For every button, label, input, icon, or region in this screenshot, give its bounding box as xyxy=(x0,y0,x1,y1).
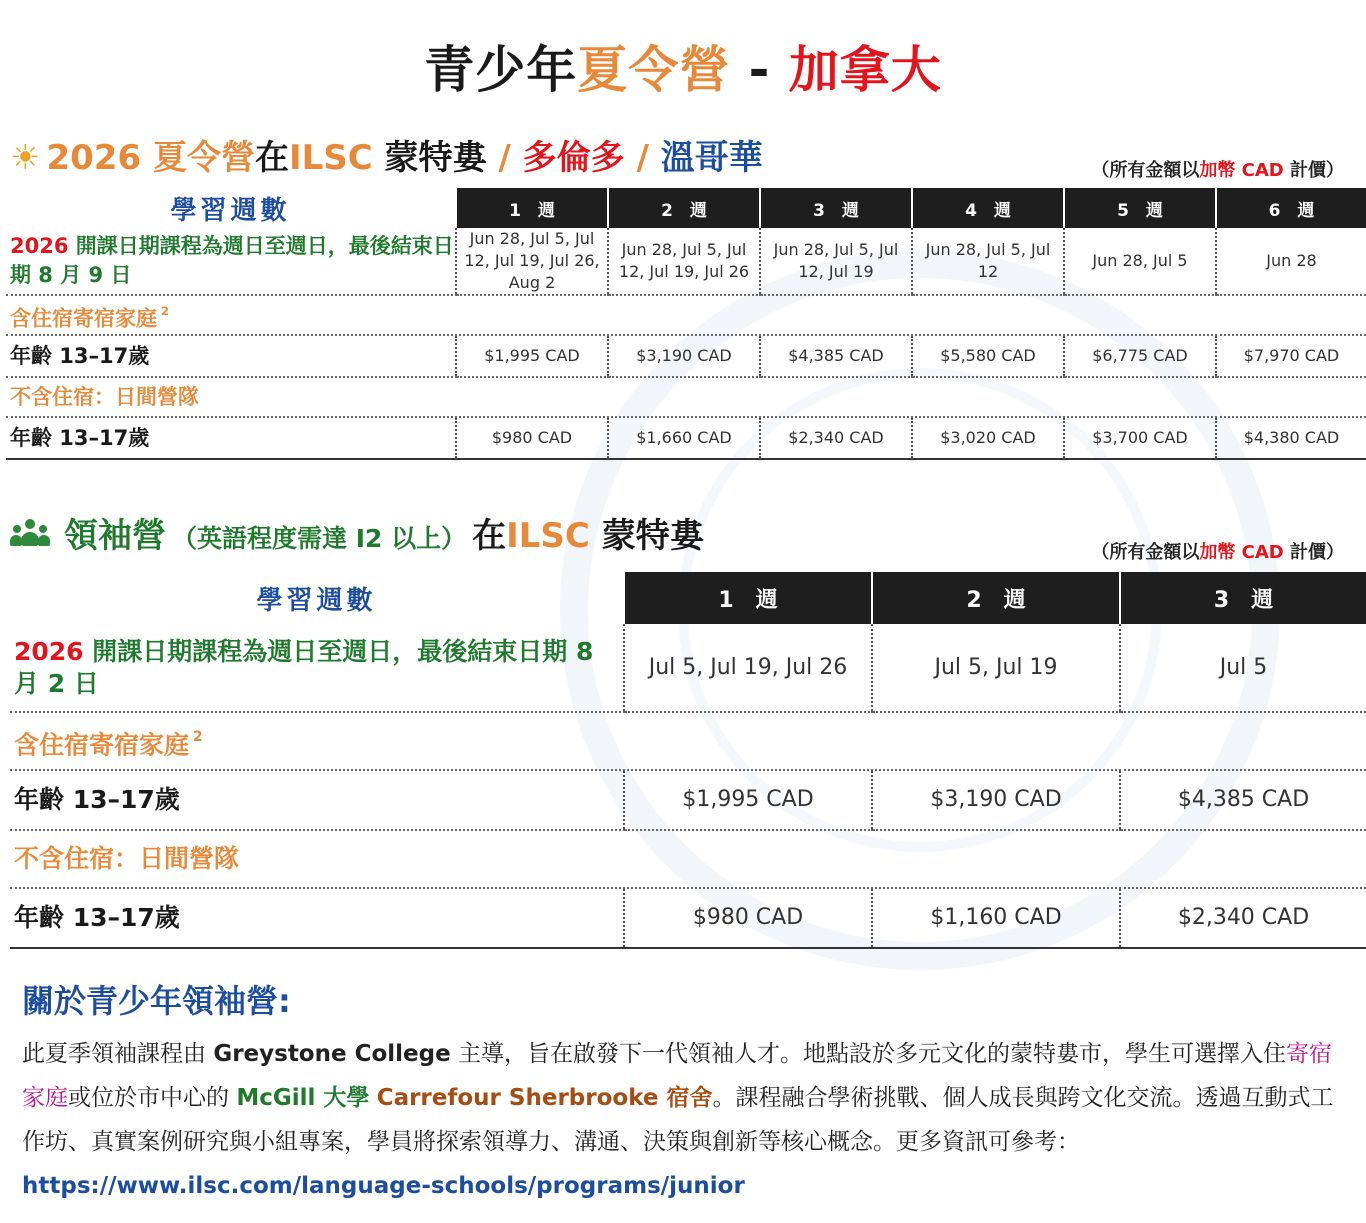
start-dates-cell: Jun 28 xyxy=(1216,228,1366,295)
price-cell: $980 CAD xyxy=(456,417,608,459)
weeks-label: 學習週數 xyxy=(170,195,291,226)
start-dates-cell: Jun 28, Jul 5, Jul 12, Jul 19, Jul 26, Aug 2 xyxy=(456,228,608,295)
price-cell: $3,020 CAD xyxy=(912,417,1064,459)
table-row xyxy=(6,377,1366,417)
week-header: 4 週 xyxy=(912,188,1064,228)
about-section xyxy=(22,978,1352,1208)
table-row xyxy=(10,830,1366,888)
summer-camp-table xyxy=(6,188,1366,460)
start-dates-label: 2026 開課日期課程為週日至週日，最後結束日期 8 月 2 日 xyxy=(10,624,624,712)
week-header: 2 週 xyxy=(872,572,1120,624)
week-header: 1 週 xyxy=(456,188,608,228)
age-label: 年齡 13–17歲 xyxy=(6,335,456,377)
page-title: 青少年夏令營 - 加拿大 xyxy=(424,41,942,99)
price-cell: $4,380 CAD xyxy=(1216,417,1366,459)
price-cell: $4,385 CAD xyxy=(1120,770,1366,830)
weeks-label: 學習週數 xyxy=(256,585,377,616)
day-camp-label: 不含住宿：日間營隊 xyxy=(10,830,1366,888)
table-row xyxy=(6,228,1366,295)
price-cell: $3,190 CAD xyxy=(872,770,1120,830)
price-cell: $980 CAD xyxy=(624,888,872,948)
group-icon xyxy=(10,519,50,549)
price-cell: $2,340 CAD xyxy=(760,417,912,459)
price-cell: $3,700 CAD xyxy=(1064,417,1216,459)
start-dates-cell: Jun 28, Jul 5, Jul 12, Jul 19, Jul 26 xyxy=(608,228,760,295)
table-row xyxy=(6,335,1366,377)
start-dates-cell: Jul 5, Jul 19 xyxy=(872,624,1120,712)
age-label: 年齡 13–17歲 xyxy=(6,417,456,459)
start-dates-label: 2026 開課日期課程為週日至週日，最後結束日期 8 月 9 日 xyxy=(6,228,456,295)
price-cell: $1,995 CAD xyxy=(624,770,872,830)
currency-note: （所有金額以加幣 CAD 計價） xyxy=(1091,542,1344,563)
about-title: 關於青少年領袖營: xyxy=(22,982,291,1020)
week-header: 1 週 xyxy=(624,572,872,624)
week-header: 3 週 xyxy=(760,188,912,228)
table-row xyxy=(6,417,1366,459)
price-cell: $1,660 CAD xyxy=(608,417,760,459)
program-link[interactable]: https://www.ilsc.com/language-schools/programs/junior xyxy=(22,1173,745,1199)
week-header: 5 週 xyxy=(1064,188,1216,228)
summer-camp-heading: ☀ 2026 夏令營在ILSC 蒙特婁 / 多倫多 / 溫哥華 xyxy=(10,138,763,178)
table-row xyxy=(10,888,1366,948)
leadership-camp-heading: 領袖營 （英語程度需達 I2 以上） 在ILSC 蒙特婁 xyxy=(10,512,704,563)
price-cell: $3,190 CAD xyxy=(608,335,760,377)
table-row xyxy=(10,712,1366,770)
price-cell: $4,385 CAD xyxy=(760,335,912,377)
day-camp-label: 不含住宿：日間營隊 xyxy=(6,377,1366,417)
sun-icon: ☀ xyxy=(10,138,41,178)
price-cell: $6,775 CAD xyxy=(1064,335,1216,377)
table-row xyxy=(6,295,1366,335)
start-dates-cell: Jun 28, Jul 5, Jul 12 xyxy=(912,228,1064,295)
price-cell: $1,995 CAD xyxy=(456,335,608,377)
start-dates-cell: Jun 28, Jul 5 xyxy=(1064,228,1216,295)
start-dates-cell: Jul 5 xyxy=(1120,624,1366,712)
start-dates-cell: Jun 28, Jul 5, Jul 12, Jul 19 xyxy=(760,228,912,295)
price-cell: $7,970 CAD xyxy=(1216,335,1366,377)
price-cell: $5,580 CAD xyxy=(912,335,1064,377)
week-header: 2 週 xyxy=(608,188,760,228)
price-cell: $2,340 CAD xyxy=(1120,888,1366,948)
age-label: 年齡 13–17歲 xyxy=(10,888,624,948)
currency-note: （所有金額以加幣 CAD 計價） xyxy=(1091,160,1344,181)
age-label: 年齡 13–17歲 xyxy=(10,770,624,830)
week-header: 6 週 xyxy=(1216,188,1366,228)
homestay-label: 含住宿寄宿家庭 $^2$ xyxy=(6,295,1366,335)
leadership-camp-table xyxy=(10,572,1366,949)
homestay-label: 含住宿寄宿家庭 $^2$ xyxy=(10,712,1366,770)
price-cell: $1,160 CAD xyxy=(872,888,1120,948)
start-dates-cell: Jul 5, Jul 19, Jul 26 xyxy=(624,624,872,712)
about-body: 此夏季領袖課程由 Greystone College 主導，旨在啟發下一代領袖人才。地點設於多元文化的蒙特婁市，學生可選擇入住寄宿家庭或位於市中心的 McGill 大學 Carrefour Sherbrooke 宿舍。課程融合學術挑戰、個人成長與跨文化交流。透過互動式工作坊、真實案例研究與小組專案，學員將探索領導力、溝通、決策與創新等核心概念。更多資訊可參考：https://www.ilsc.com/language-schools/programs/junior xyxy=(22,1041,1334,1199)
week-header: 3 週 xyxy=(1120,572,1366,624)
table-row xyxy=(10,624,1366,712)
table-row xyxy=(10,770,1366,830)
